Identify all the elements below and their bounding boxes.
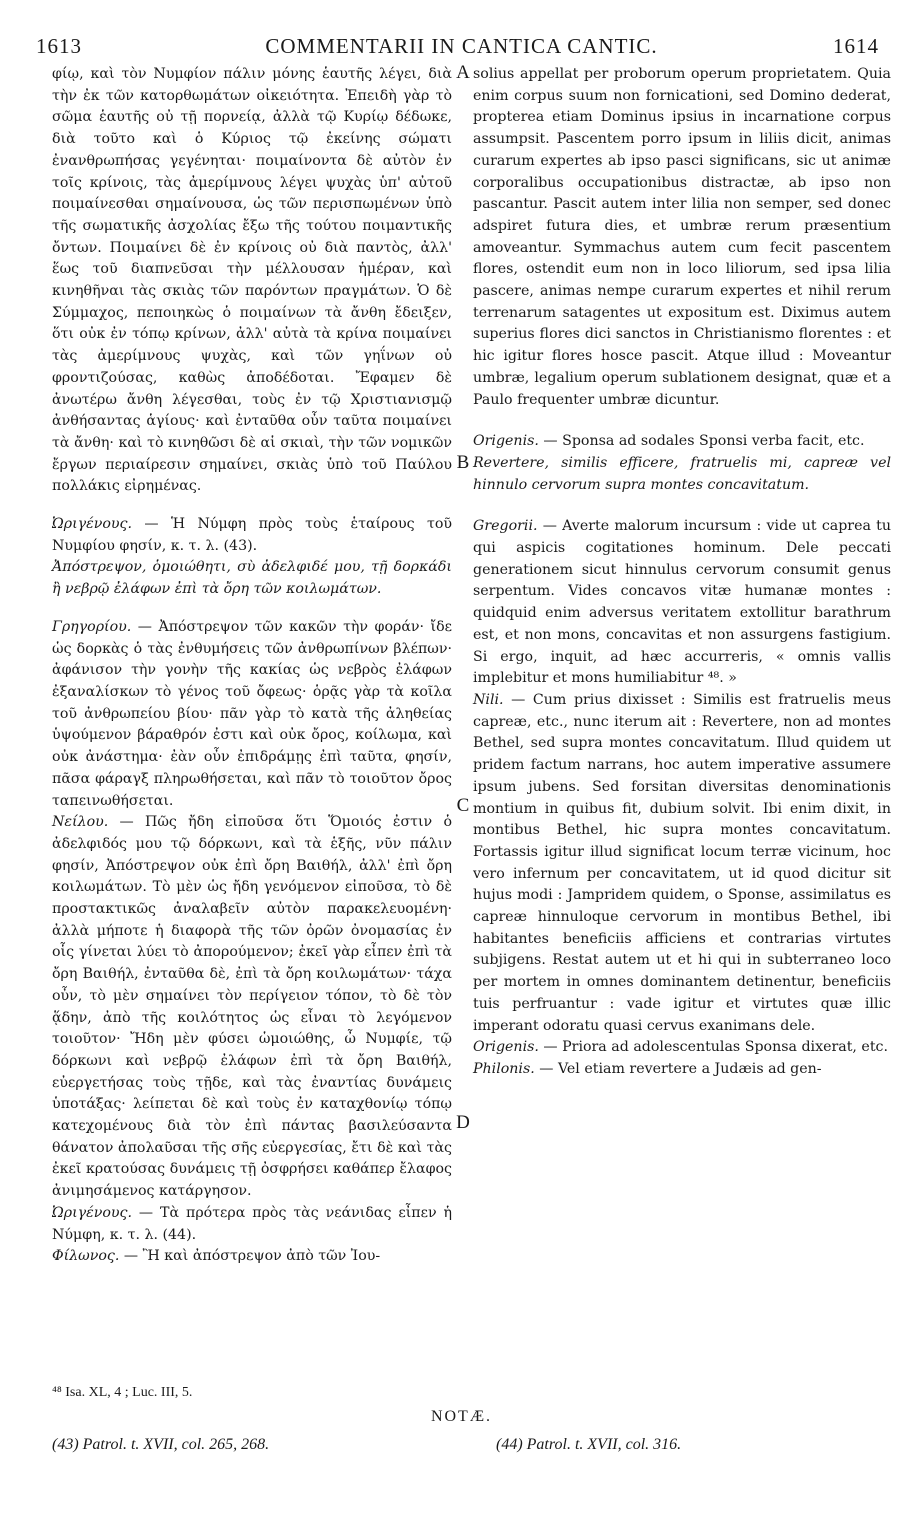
paragraph-text: — Cum prius dixisset : Similis est fratruelis meus capreæ, etc., nunc iterum ait : Revertere, non ad montes Bethel, sed supra montes concavitatum. Illud quidem ut pridem factum narrans, hoc autem imperative assumere ipsum jubens. Sed forsitan diversitas denominationis montium in quibus fit, dubium solvit. Ibi enim dixit, in montibus Bethel, hic supra montes concavitatum. Fortassis igitur illud significat locum terræ vicinum, hoc vero infernum per concavitatem, ut id quod dicitur sit hujus modi : Jampridem quidem, o Sponse, assimilatus es capreæ hinnuloque cervorum in montibus Bethel, ibi habitantes beneficiis afficiens et contrarias virtutes subjigens. Restat autem ut et hi qui in subterraneo loco per mortem in omnes dominantem detinentur, beneficiis tuis perfruantur : vade igitur et virtutes quæ illic imperant odoratu quasi cervus exanimans dele. — [473, 691, 891, 1034]
speaker-label: Nili. — [473, 691, 504, 708]
running-head — [0, 34, 923, 62]
spacer — [473, 411, 891, 431]
page-number-left: 1613 — [36, 34, 82, 58]
section-marker-a: A — [456, 62, 470, 83]
speaker-label: Origenis. — [473, 1039, 539, 1056]
spacer — [473, 496, 891, 516]
scripture-verse: Revertere, similis efficere, fratruelis mi, capreæ vel hinnulo cervorum supra montes concavitatum. — [473, 454, 891, 493]
spacer — [52, 601, 452, 617]
paragraph-text: — Sponsa ad sodales Sponsi verba facit, etc. — [538, 433, 865, 450]
footnote: ⁴⁸ Isa. XL, 4 ; Luc. III, 5. — [52, 1385, 193, 1400]
spacer — [52, 498, 452, 514]
paragraph — [52, 1203, 452, 1246]
note-43 — [52, 1436, 269, 1454]
paragraph: φίῳ, καὶ τὸν Νυμφίον πάλιν μόνης ἑαυτῆς λέγει, διὰ τὴν ἐκ τῶν κατορθωμάτων οἰκειότητα. Ἐπειδὴ γὰρ τὸ σῶμα ἑαυτῆς οὐ τῇ πορνείᾳ, ἀλλὰ τῷ Κυρίῳ δέδωκε, διὰ τοῦτο καὶ ὁ Κύριος τῷ ἐκείνης σώματι ἐνανθρωπήσας γεγένηται· ποιμαίνοντα δὲ αὐτὸν ἐν τοῖς κρίνοις, τὰς ἀμερίμνους λέγει ψυχὰς ὑπ' αὐτοῦ ποιμαίνεσθαι σημαίνουσα, ὡς τῶν περισπωμένων ὑπὸ τῆς σωματικῆς ἀσχολίας ἔξω τῆς τούτου ποιμαντικῆς ὄντων. Ποιμαίνει δὲ ἐν κρίνοις οὐ διὰ παντὸς, ἀλλ' ἕως τοῦ διαπνεῦσαι τὴν μέλλουσαν ἡμέραν, καὶ κινηθῆναι τὰς σκιὰς τῶν παρόντων πραγμάτων. Ὁ δὲ Σύμμαχος, πεποιηκὼς ὁ ποιμαίνων τὰ ἄνθη ἔδειξεν, ὅτι οὐκ ἐν τόπῳ κρίνων, ἀλλ' αὐτὰ τὰ κρίνα ποιμαίνει τὰς ἀμερίμνους ψυχὰς, καὶ τῶν γηΐνων οὐ φροντιζούσας, καθὼς ἀποδέδοται. Ἔφαμεν δὲ ἀνωτέρω ἄνθη λέγεσθαι, τοὺς ἐν τῷ Χριστιανισμῷ ἀνθήσαντας ἁγίους· καὶ ἐνταῦθα οὖν ταῦτα ποιμαίνει τὰ ἄνθη· καὶ τὸ κινηθῶσι δὲ αἱ σκιαὶ, τὴν τῶν νομικῶν ἔργων περιαίρεσιν σημαίνει, σκιὰς ὑπὸ τοῦ Παύλου πολλάκις εἰρημένας. — [52, 66, 452, 495]
paragraph — [52, 514, 452, 557]
page-number-right: 1614 — [833, 34, 879, 58]
note-text: (44) Patrol. t. XVII, col. 316. — [496, 1436, 682, 1453]
speaker-label: Origenis. — [473, 433, 539, 450]
paragraph — [473, 431, 891, 453]
paragraph — [473, 516, 891, 690]
section-marker-b: B — [456, 452, 470, 473]
paragraph-text: — Priora ad adolescentulas Sponsa dixerat, etc. — [538, 1039, 888, 1056]
speaker-label: Ὠριγένους. — [52, 1204, 133, 1221]
speaker-label: Γρηγορίου. — [52, 618, 132, 635]
paragraph: solius appellat per proborum operum proprietatem. Quia enim corpus suum non fornicationi, sed Domino dederat, propterea etiam Dominus ipsius in incarnatione corpus assumpsit. Pascentem porro ipsum in liliis dicit, animas curarum expertes ab ipso pasci significans, sic ut animæ corporalibus occupationibus distractæ, ab ipso non pascantur. Pascit autem inter lilia non semper, sed donec adspiret futura dies, et umbræ rerum præsentium amoveantur. Symmachus autem cum fecit pascentem flores, ostendit eum non in loco liliorum, sed ipsa lilia pascere, animas nempe curarum expertes et nihil rerum terrenarum satagentes ut expositum est. Diximus autem superius flores dici sanctos in Christianismo florentes : et hic igitur flores hosce pascit. Atque illud : Moveantur umbræ, legalium operum sublationem designat, quæ et a Paulo frequenter umbræ dicuntur. — [473, 66, 891, 408]
paragraph-text: — Ἀπόστρεψον τῶν κακῶν τὴν φοράν· ἴδε ὡς δορκὰς ὁ τὰς ἐνθυμήσεις τῶν ἀνθρωπίνων βλέπων· ἀφάνισον τὴν γονὴν τῆς κακίας ὡς νεβρὸς ἐλάφων ἐξαναλίσκων τὸ γένος τοῦ ὄφεως· ὁρᾷς γὰρ τὰ κοῖλα τοῦ ἀνθρωπείου βίου· πᾶν γὰρ τὸ κατὰ τῆς ἀληθείας ὑψούμενον βάραθρόν ἐστι καὶ οὐκ ὄρος, κοίλωμα, καὶ οὐκ ἀνάστημα· ἐὰν οὖν ἐπιδράμῃς ἐπὶ ταῦτα, φησίν, πᾶσα φάραγξ πληρωθήσεται, καὶ πᾶν τὸ τοιοῦτον ὄρος ταπεινωθήσεται. — [52, 618, 452, 809]
paragraph — [473, 1037, 891, 1059]
speaker-label: Ὠριγένους. — [52, 516, 133, 533]
speaker-label: Φίλωνος. — [52, 1248, 120, 1265]
section-marker-c: C — [456, 795, 470, 816]
paragraph-text: — Vel etiam revertere a Judæis ad gen- — [534, 1060, 822, 1077]
section-marker-d: D — [456, 1112, 470, 1133]
page-title: COMMENTARII IN CANTICA CANTIC. — [265, 34, 658, 58]
paragraph — [52, 617, 452, 812]
notes-title: NOTÆ. — [430, 1408, 493, 1425]
paragraph-text: — Τὰ πρότερα πρὸς τὰς νεάνιδας εἶπεν ἡ Νύμφη, κ. τ. λ. (44). — [52, 1204, 452, 1243]
scripture-verse: Ἀπόστρεψον, ὁμοιώθητι, σὺ ἀδελφιδέ μου, τῇ δορκάδι ἢ νεβρῷ ἐλάφων ἐπὶ τὰ ὄρη τῶν κοιλωμάτων. — [52, 559, 452, 598]
paragraph-text: — Averte malorum incursum : vide ut caprea tu qui aspicis cogitationes hominum. Dele peccati generationem sicut hinnulus cervorum consumit genus serpentum. Vides concavos vitæ humanæ montes : quidquid enim adversus veritatem extollitur barathrum est, et non mons, concavitas et non assurgens fastigium. Si ergo, inquit, ad hæc accurreris, « omnis vallis implebitur et mons humiliabitur ⁴⁸. » — [473, 518, 891, 687]
note-text: (43) Patrol. t. XVII, col. 265, 268. — [52, 1436, 270, 1453]
speaker-label: Gregorii. — [473, 518, 538, 535]
paragraph — [52, 1246, 452, 1268]
note-44 — [496, 1436, 681, 1454]
paragraph — [52, 812, 452, 1203]
latin-column — [473, 64, 891, 1081]
paragraph-text: — Ἢ καὶ ἀπόστρεψον ἀπὸ τῶν Ἰου- — [119, 1248, 381, 1265]
paragraph-text: — Ἡ Νύμφη πρὸς τοὺς ἑταίρους τοῦ Νυμφίου φησίν, κ. τ. λ. (43). — [52, 516, 452, 554]
greek-column — [52, 64, 452, 1268]
speaker-label: Νείλου. — [52, 814, 109, 831]
paragraph — [473, 690, 891, 1037]
paragraph-text: — Πῶς ἤδη εἰποῦσα ὅτι Ὅμοιός ἐστιν ὁ ἀδελφιδός μου τῷ δόρκωνι, καὶ τὰ ἑξῆς, νῦν πάλιν φησίν, Ἀπόστρεψον οὐκ ἐπὶ ὄρη Βαιθήλ, ἀλλ' ἐπὶ ὄρη κοιλωμάτων. Τὸ μὲν ὡς ἤδη γενόμενον εἰποῦσα, τὸ δὲ προστακτικῶς ἀναλαβεῖν αὐτὸν παρακελευομένη· ἀλλὰ μήποτε ἡ διαφορὰ τῆς τῶν ὀρῶν ὀνομασίας ἐν οἷς γίνεται λύει τὸ ἀπορούμενον; ἐκεῖ γὰρ εἶπεν ἐπὶ τὰ ὄρη Βαιθήλ, ἐνταῦθα δὲ, ἐπὶ τὰ ὄρη κοιλωμάτων· τάχα οὖν, τὸ μὲν σημαίνει τὸν περίγειον τόπον, τὸ δὲ τὸν ᾅδην, ἀπὸ τῆς κοιλότητος ὡς εἶναι τὸ λεγόμενον τοιοῦτον· Ἤδη μὲν φύσει ὡμοιώθης, ὦ Νυμφίε, τῷ δόρκωνι καὶ νεβρῷ ἐλάφων ἐπὶ τὰ ὄρη Βαιθήλ, εὐεργετήσας τοὺς τῇδε, καὶ τὰς ἐναντίας δυνάμεις ὑποτάξας· λείπεται δὲ καὶ τοὺς ἐν καταχθονίῳ τόπῳ κατεχομένους διὰ τὸν ἐπὶ πάντας βασιλεύσαντα θάνατον ἀπολαῦσαι τῆς σῆς εὐεργεσίας, ἔτι δὲ καὶ τὰς ἐκεῖ κρατούσας δυνάμεις τῇ ὀσφρήσει καθάπερ ἔλαφος ἀνιμησάμενος κατάργησον. — [52, 814, 452, 1200]
paragraph — [473, 1059, 891, 1081]
speaker-label: Philonis. — [473, 1060, 535, 1077]
